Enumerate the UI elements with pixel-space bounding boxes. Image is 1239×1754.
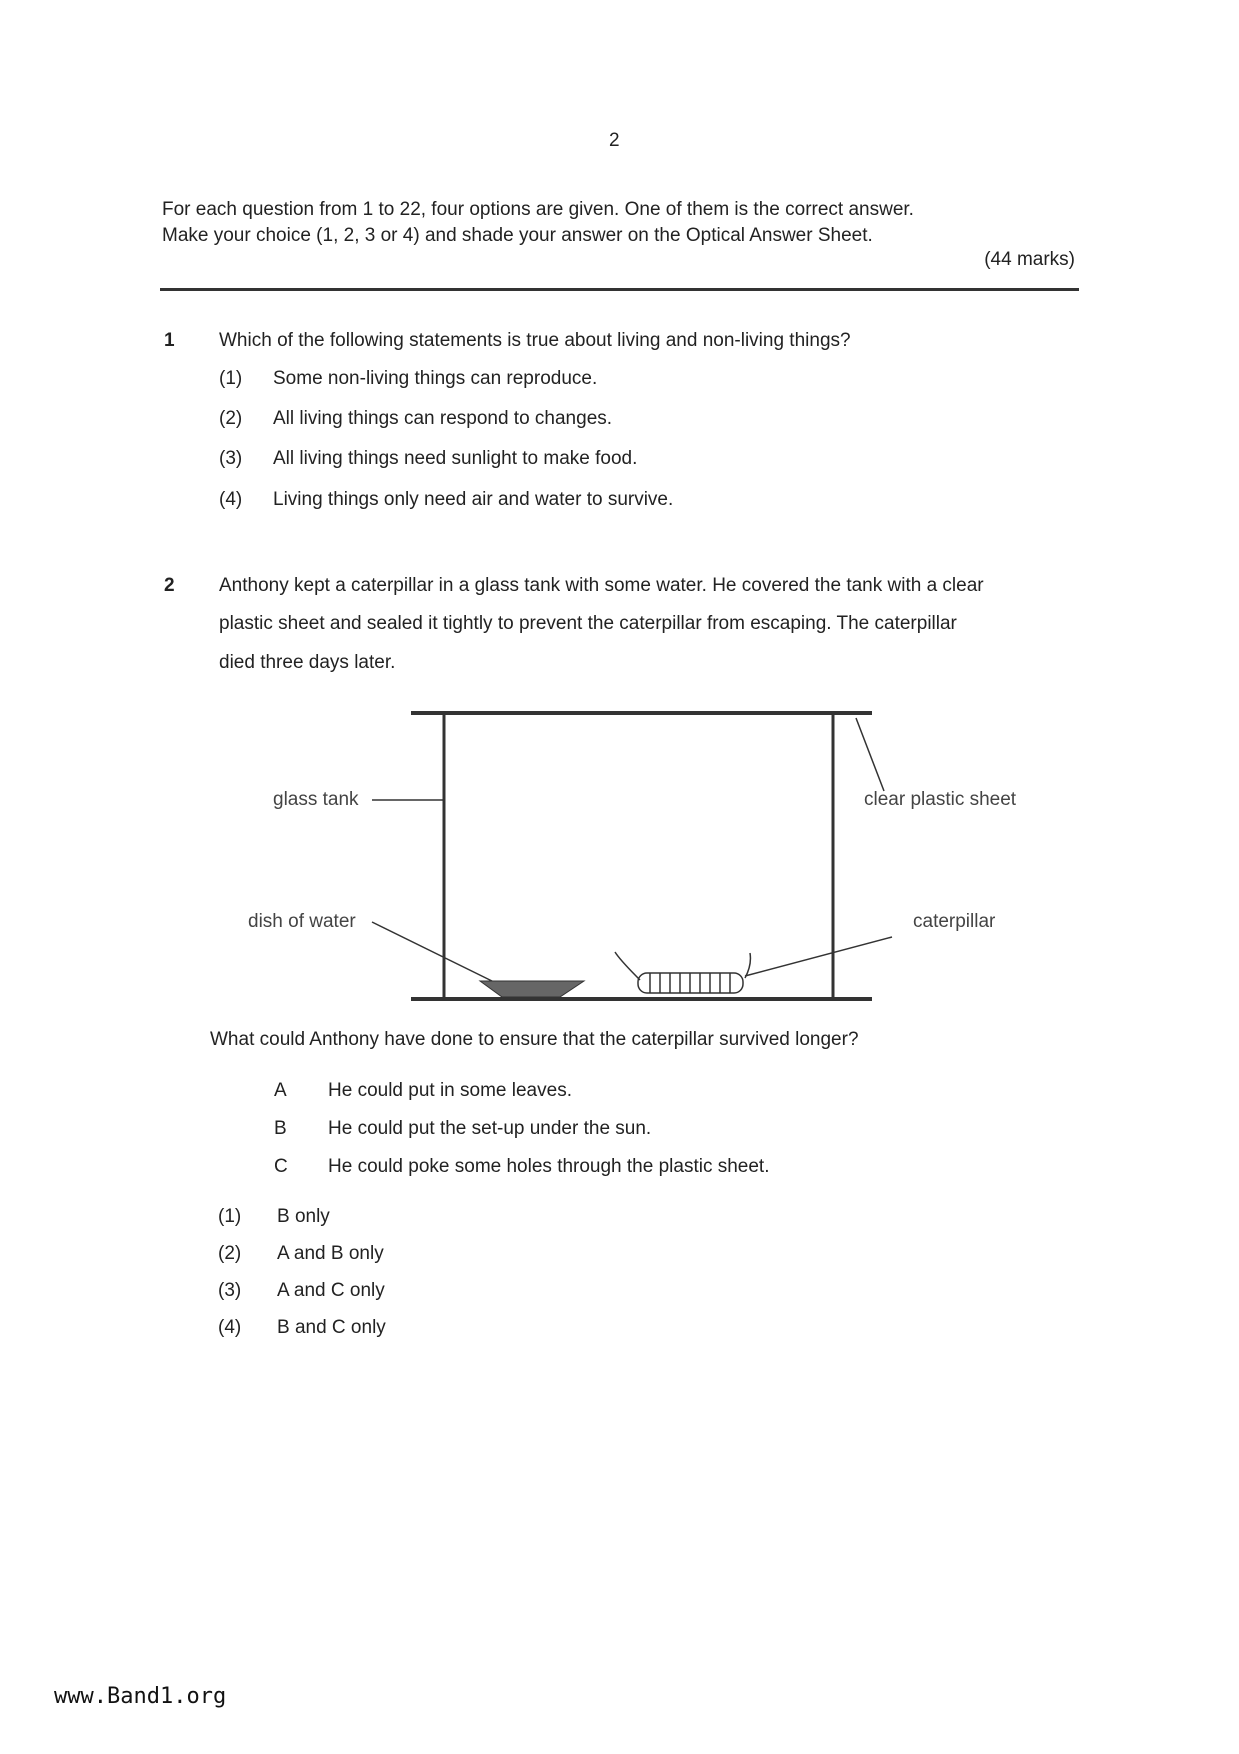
dish-of-water-icon (480, 981, 584, 997)
question-2-sub-question: What could Anthony have done to ensure that the caterpillar survived longer? (210, 1029, 859, 1050)
question-2-number: 2 (164, 575, 175, 596)
question-2-stem-line: died three days later. (219, 652, 396, 673)
option-number: (3) (219, 448, 243, 469)
option-number: (2) (219, 408, 243, 429)
dish-pointer (372, 922, 494, 982)
statement-letter: C (274, 1156, 288, 1177)
option-number: (3) (218, 1280, 242, 1301)
option-text: All living things need sunlight to make food. (273, 448, 638, 469)
label-caterpillar: caterpillar (913, 911, 996, 932)
option-number: (1) (219, 368, 243, 389)
option-number: (4) (219, 489, 243, 510)
option-text: A and B only (277, 1243, 384, 1264)
label-clear-plastic-sheet: clear plastic sheet (864, 789, 1017, 810)
question-1-number: 1 (164, 330, 175, 351)
plastic-sheet-pointer (856, 718, 884, 791)
page-number: 2 (609, 130, 620, 151)
question-1-stem: Which of the following statements is true about living and non-living things? (219, 330, 851, 351)
statement-text: He could poke some holes through the plastic sheet. (328, 1156, 770, 1177)
instructions-line-1: For each question from 1 to 22, four options are given. One of them is the correct answer. (162, 199, 914, 220)
option-number: (4) (218, 1317, 242, 1338)
option-text: A and C only (277, 1280, 385, 1301)
instructions-line-2: Make your choice (1, 2, 3 or 4) and shade your answer on the Optical Answer Sheet. (162, 225, 873, 246)
question-2-stem-line: Anthony kept a caterpillar in a glass tank with some water. He covered the tank with a clear (219, 575, 984, 596)
label-dish-of-water: dish of water (248, 911, 356, 932)
caterpillar-icon (615, 952, 750, 993)
option-text: Living things only need air and water to survive. (273, 489, 674, 510)
footer-watermark-link[interactable]: www.Band1.org (54, 1684, 227, 1709)
statement-letter: A (274, 1080, 287, 1101)
option-number: (2) (218, 1243, 242, 1264)
statement-text: He could put the set-up under the sun. (328, 1118, 652, 1139)
total-marks: (44 marks) (984, 249, 1075, 270)
option-text: All living things can respond to changes. (273, 408, 613, 429)
caterpillar-pointer (745, 937, 892, 976)
option-number: (1) (218, 1206, 242, 1227)
question-2-stem-line: plastic sheet and sealed it tightly to prevent the caterpillar from escaping. The caterpillar (219, 613, 957, 634)
option-text: B and C only (277, 1317, 386, 1338)
label-glass-tank: glass tank (273, 789, 359, 810)
option-text: Some non-living things can reproduce. (273, 368, 598, 389)
statement-letter: B (274, 1118, 287, 1139)
statement-text: He could put in some leaves. (328, 1080, 572, 1101)
option-text: B only (277, 1206, 330, 1227)
